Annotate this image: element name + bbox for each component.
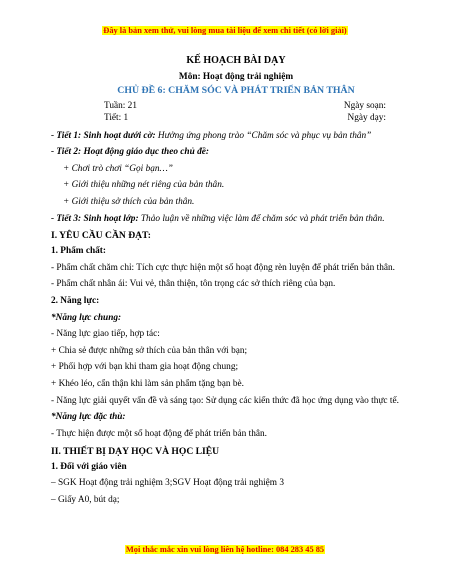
paragraph: - Năng lực giải quyết vấn đề và sáng tạo: Sử dụng các kiến thức đã học ứng dụng vào thực tế.	[51, 395, 399, 406]
period-2: - Tiết 2: Hoạt động giáo dục theo chủ đề:	[51, 147, 209, 158]
period-2-item: + Giới thiệu những nét riêng của bản thân.	[63, 180, 225, 191]
section-heading: II. THIẾT BỊ DẠY HỌC VÀ HỌC LIỆU	[51, 445, 220, 457]
subsection-heading: 2. Năng lực:	[51, 296, 100, 307]
period-2-item: + Chơi trò chơi “Gọi bạn…”	[63, 163, 173, 174]
paragraph: – SGK Hoạt động trải nghiệm 3;SGV Hoạt động trải nghiệm 3	[51, 478, 285, 489]
prep-date-label: Ngày soạn:	[343, 101, 386, 112]
period-2-item: + Giới thiệu sở thích của bản thân.	[63, 197, 195, 207]
paragraph: + Chia sẻ được những sở thích của bản thân với bạn;	[51, 345, 248, 356]
subheading: *Năng lực chung:	[51, 312, 122, 323]
section-heading: I. YÊU CẦU CẦN ĐẠT:	[51, 230, 151, 242]
paragraph: - Thực hiện được một số hoạt động để phát triển bản thân.	[51, 428, 267, 439]
doc-topic: CHỦ ĐỀ 6: CHĂM SÓC VÀ PHÁT TRIỂN BẢN THÂN	[117, 85, 355, 97]
preview-banner: Đây là bản xem thử, vui lòng mua tài liệu để xem chi tiết (có lời giải)	[103, 26, 347, 35]
doc-title: KẾ HOẠCH BÀI DẠY	[186, 55, 286, 66]
subsection-heading: 1. Đối với giáo viên	[51, 461, 127, 472]
subheading: *Năng lực đặc thù:	[51, 412, 126, 423]
paragraph: - Phẩm chất chăm chỉ: Tích cực thực hiện một số hoạt động rèn luyện để phát triển bản thân.	[51, 262, 395, 273]
period-3: - Tiết 3: Sinh hoạt lớp: Thảo luận về những việc làm để chăm sóc và phát triển bản thân.	[51, 213, 385, 224]
paragraph: - Phẩm chất nhân ái: Vui vẻ, thân thiện, tôn trọng các sở thích riêng của bạn.	[51, 279, 336, 290]
period-label: Tiết: 1	[104, 112, 129, 123]
paragraph: + Phối hợp với bạn khi tham gia hoạt động chung;	[51, 362, 239, 373]
doc-subject: Môn: Hoạt động trải nghiệm	[178, 71, 294, 82]
paragraph: – Giấy A0, bút dạ;	[51, 494, 120, 505]
document-content	[51, 55, 421, 511]
week-row	[51, 101, 421, 113]
paragraph: - Năng lực giao tiếp, hợp tác:	[51, 329, 160, 340]
period-row	[51, 113, 421, 125]
subsection-heading: 1. Phẩm chất:	[51, 246, 107, 257]
period-1: - Tiết 1: Sinh hoạt dưới cờ: Hưởng ứng phong trào “Chăm sóc và phục vụ bản thân”	[51, 130, 372, 141]
week-label: Tuần: 21	[104, 101, 137, 112]
teach-date-label: Ngày dạy:	[347, 112, 386, 123]
paragraph: + Khéo léo, cẩn thận khi làm sản phẩm tặng bạn bè.	[51, 379, 244, 390]
hotline-banner: Mọi thắc mắc xin vui lòng liên hệ hotline: 084 283 45 85	[125, 545, 325, 554]
